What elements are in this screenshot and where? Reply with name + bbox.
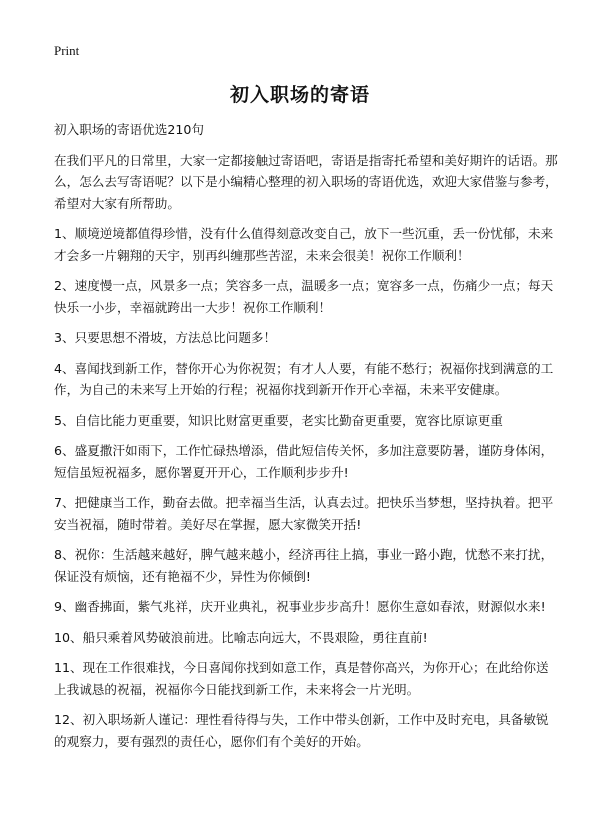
document-subtitle: 初入职场的寄语优选210句 — [54, 122, 204, 137]
list-item: 10、船只乘着风势破浪前进。比喻志向远大，不畏艰险，勇往直前! — [54, 629, 428, 645]
list-item: 5、自信比能力更重要，知识比财富更重要，老实比勤奋更重要，宽容比原谅更重 — [54, 412, 503, 428]
list-item: 9、幽香拂面，紫气兆祥，庆开业典礼，祝事业步步高升！愿你生意如春浓，财源似水来! — [54, 599, 546, 614]
list-item: 6、盛夏撒汗如雨下，工作忙碌热增添，借此短信传关怀，多加注意要防暑，谨防身体闲，短信虽短祝福多，愿你署夏开开心，工作顺利步步升! — [54, 443, 554, 480]
print-link[interactable]: Print — [54, 43, 80, 58]
list-item: 8、祝你：生活越来越好，脾气越来越小，经济再往上搞，事业一路小跑，忧愁不来打扰，保证没有烦恼，还有艳福不少，异性为你倾倒! — [54, 547, 554, 584]
list-item: 3、只要思想不滑坡，方法总比问题多！ — [54, 330, 277, 345]
list-item: 11、现在工作很难找，今日喜闻你找到如意工作，真是替你高兴，为你开心；在此给你送上我诚恳的祝福，祝福你今日能找到新工作，未来将会一片光明。 — [54, 660, 549, 697]
list-item: 2、速度慢一点，风景多一点；笑容多一点，温暖多一点；宽容多一点，伤痛少一点；每天快乐一小步，幸福就跨出一大步！祝你工作顺利！ — [54, 278, 554, 315]
intro-paragraph: 在我们平凡的日常里，大家一定都接触过寄语吧，寄语是指寄托希望和美好期许的话语。那么，怎么去写寄语呢？以下是小编精心整理的初入职场的寄语优选，欢迎大家借鉴与参考，希望对大家有所帮助。 — [54, 152, 558, 211]
list-item: 1、顺境逆境都值得珍惜，没有什么值得刻意改变自己，放下一些沉重，丢一份忧郁，未来才会多一片翱翔的天宇，别再纠缠那些苦涩，未来会很美！祝你工作顺利！ — [54, 226, 554, 263]
page-title: 初入职场的寄语 — [229, 84, 370, 106]
list-item: 7、把健康当工作，勤奋去做。把幸福当生活，认真去过。把快乐当梦想，坚持执着。把平安当祝福，随时带着。美好尽在掌握，愿大家微笑开括! — [54, 495, 554, 532]
list-item: 4、喜闻找到新工作，替你开心为你祝贺；有才人人要，有能不愁行；祝福你找到满意的工作，为自己的未来写上开始的行程；祝福你找到新开作开心幸福，未来平安健康。 — [54, 360, 554, 397]
wish-list — [54, 223, 558, 752]
document-body — [54, 119, 558, 761]
list-item: 12、初入职场新人谨记：理性看待得与失，工作中带头创新，工作中及时充电，具备敏锐的观察力，要有强烈的责任心，愿你们有个美好的开始。 — [54, 712, 549, 749]
